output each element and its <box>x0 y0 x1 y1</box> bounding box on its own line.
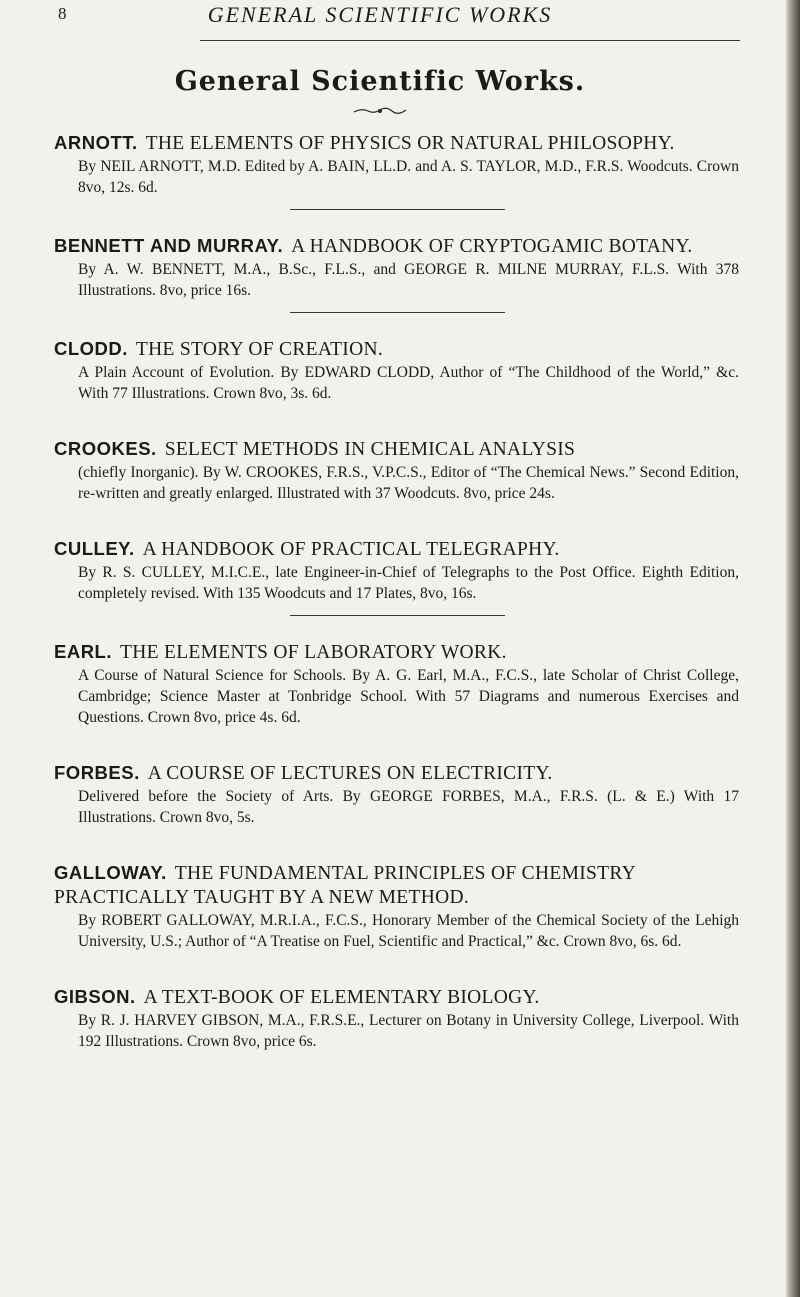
entry-description: (chiefly Inorganic). By W. CROOKES, F.R.S., V.P.C.S., Editor of “The Chemical News.” Second Edition, re-written and greatly enlarged. Illustrated with 37 Woodcuts. 8vo, price 24s. <box>78 464 739 502</box>
entry-title: A HANDBOOK OF PRACTICAL TELEGRAPHY. <box>142 539 560 560</box>
page-edge-shadow <box>786 0 800 1297</box>
entry-author: ARNOTT. <box>54 132 138 153</box>
page-number: 8 <box>58 4 67 23</box>
header-rule <box>200 40 740 41</box>
entry-clodd <box>54 337 739 404</box>
entry-description: By R. J. HARVEY GIBSON, M.A., F.R.S.E., Lecturer on Botany in University College, Liverpool. With 192 Illustrations. Crown 8vo, price 6s. <box>78 1012 739 1050</box>
entry-heading <box>54 761 739 786</box>
entry-arnott <box>54 131 739 198</box>
entry-title: A HANDBOOK OF CRYPTOGAMIC BOTANY. <box>291 236 693 257</box>
entry-author: BENNETT AND MURRAY. <box>54 235 284 256</box>
entry-title: THE FUNDAMENTAL PRINCIPLES OF CHEMISTRY PRACTICALLY TAUGHT BY A NEW METHOD. <box>54 863 636 908</box>
entry-heading <box>54 985 739 1010</box>
entry-heading <box>54 131 739 156</box>
entry-list <box>54 131 739 1052</box>
entry-culley <box>54 537 739 604</box>
entry-heading <box>54 234 739 259</box>
entry-title: A COURSE OF LECTURES ON ELECTRICITY. <box>147 763 553 784</box>
entry-rule <box>290 312 505 313</box>
entry-description: Delivered before the Society of Arts. By GEORGE FORBES, M.A., F.R.S. (L. & E.) With 17 Illustrations. Crown 8vo, 5s. <box>78 788 739 826</box>
entry-title: A TEXT-BOOK OF ELEMENTARY BIOLOGY. <box>143 987 540 1008</box>
entry-title: SELECT METHODS IN CHEMICAL ANALYSIS <box>164 439 576 460</box>
entry-heading <box>54 861 739 910</box>
running-head: GENERAL SCIENTIFIC WORKS <box>207 2 553 27</box>
entry-forbes <box>54 761 739 828</box>
entry-earl <box>54 640 739 728</box>
entry-title: THE STORY OF CREATION. <box>135 339 384 360</box>
entry-rule <box>290 615 505 616</box>
entry-rule <box>290 209 505 210</box>
entry-description: A Plain Account of Evolution. By EDWARD CLODD, Author of “The Childhood of the World,” &c. With 77 Illustrations. Crown 8vo, 3s. 6d. <box>78 364 739 402</box>
entry-author: GALLOWAY. <box>54 862 167 883</box>
entry-author: CLODD. <box>54 338 128 359</box>
ornament-flourish-icon <box>352 106 408 116</box>
entry-description: By A. W. BENNETT, M.A., B.Sc., F.L.S., and GEORGE R. MILNE MURRAY, F.L.S. With 378 Illustrations. 8vo, price 16s. <box>78 261 739 299</box>
entry-heading <box>54 337 739 362</box>
section-title: General Scientific Works. <box>174 66 586 97</box>
entry-heading <box>54 437 739 462</box>
entry-author: GIBSON. <box>54 986 136 1007</box>
entry-title: THE ELEMENTS OF PHYSICS OR NATURAL PHILOSOPHY. <box>145 133 675 154</box>
entry-author: CULLEY. <box>54 538 135 559</box>
entry-heading <box>54 640 739 665</box>
entry-galloway <box>54 861 739 952</box>
entry-bennett-murray <box>54 234 739 301</box>
entry-title: THE ELEMENTS OF LABORATORY WORK. <box>120 642 507 663</box>
entry-author: FORBES. <box>54 762 140 783</box>
entry-description: By R. S. CULLEY, M.I.C.E., late Engineer-in-Chief of Telegraphs to the Post Office. Eighth Edition, completely revised. With 135 Woodcuts and 17 Plates, 8vo, 16s. <box>78 564 739 602</box>
entry-author: CROOKES. <box>54 438 157 459</box>
entry-author: EARL. <box>54 641 112 662</box>
entry-gibson <box>54 985 739 1052</box>
entry-description: By ROBERT GALLOWAY, M.R.I.A., F.C.S., Honorary Member of the Chemical Society of the Lehigh University, U.S.; Author of “A Treatise on Fuel, Scientific and Practical,” &c. Crown 8vo, 6s. 6d. <box>78 912 739 950</box>
entry-heading <box>54 537 739 562</box>
entry-description: A Course of Natural Science for Schools. By A. G. Earl, M.A., F.C.S., late Scholar of Christ College, Cambridge; Science Master at Tonbridge School. With 57 Diagrams and numerous Exercises and Questions. Crown 8vo, price 4s. 6d. <box>78 667 739 726</box>
entry-crookes <box>54 437 739 504</box>
entry-description: By NEIL ARNOTT, M.D. Edited by A. BAIN, LL.D. and A. S. TAYLOR, M.D., F.R.S. Woodcuts. Crown 8vo, 12s. 6d. <box>78 158 739 196</box>
